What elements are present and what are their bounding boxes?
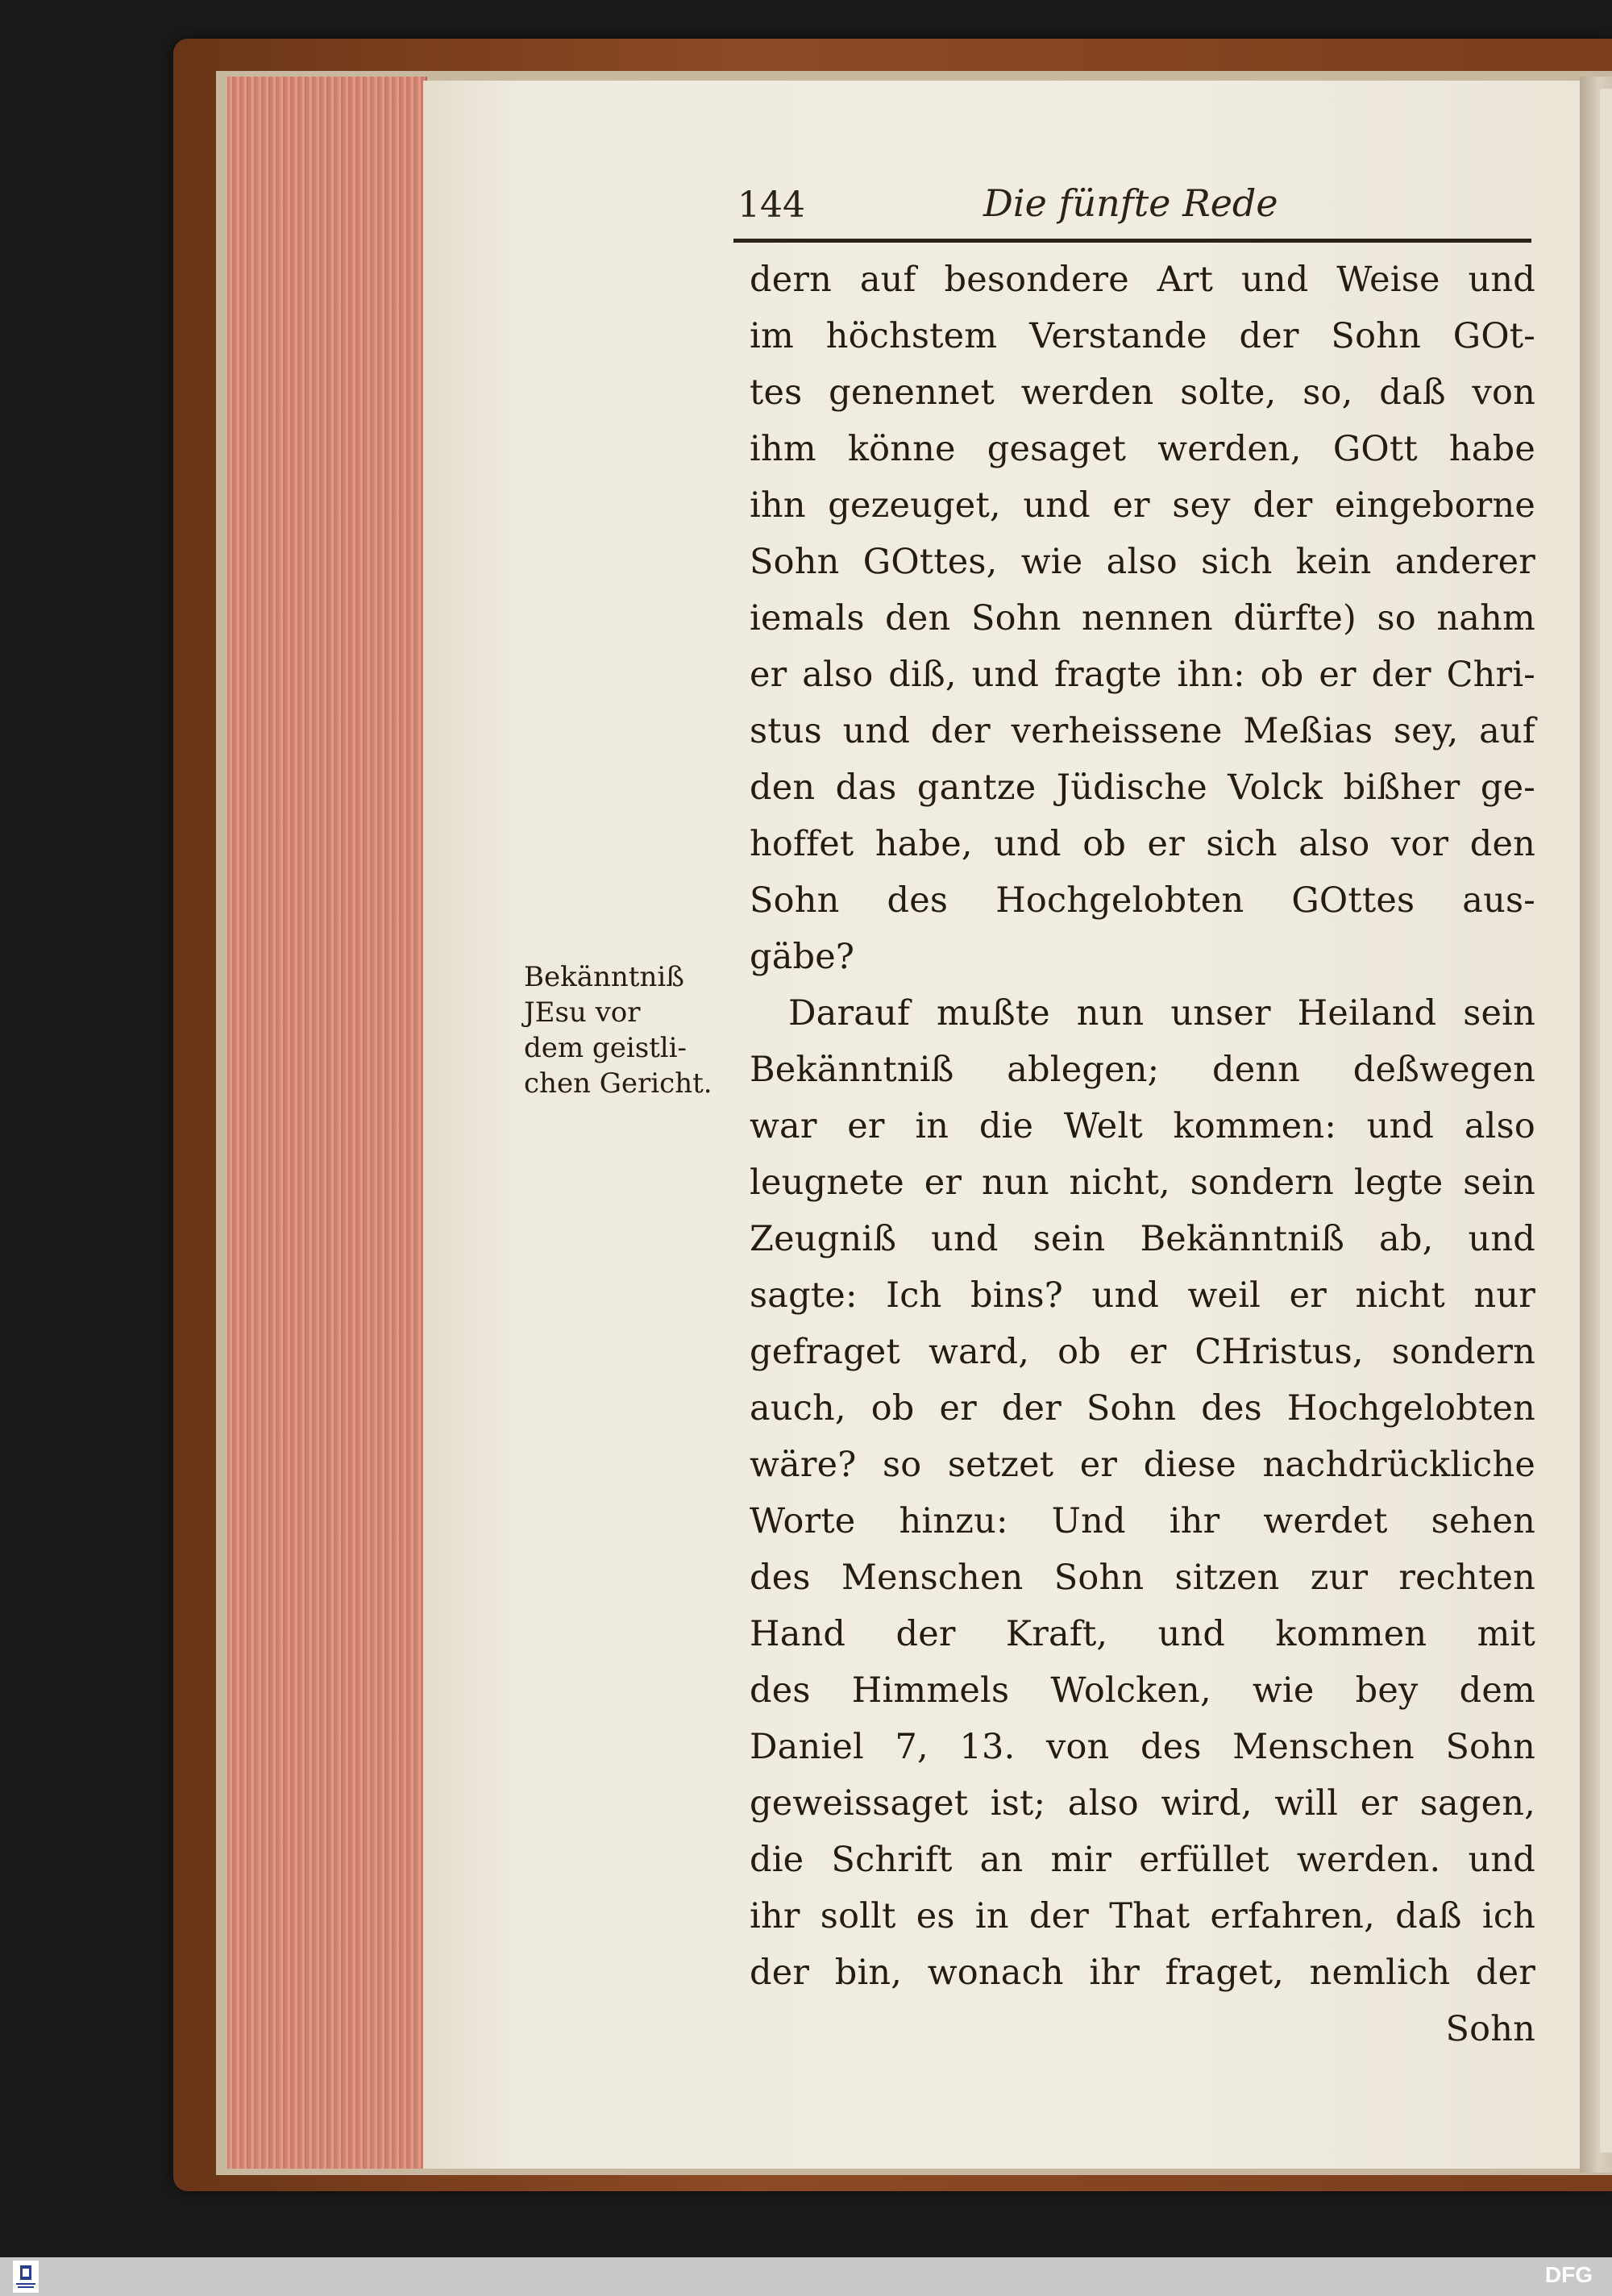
page-edges xyxy=(227,77,427,2169)
text-line: ihm könne gesaget werden, GOtt habe xyxy=(750,429,1535,469)
text-line: war er in die Welt kommen: und also xyxy=(750,1106,1535,1146)
text-line: den das gantze Jüdische Volck bißher ge- xyxy=(750,767,1535,808)
margin-note-line: JEsu vor xyxy=(524,996,641,1029)
text-line: Sohn des Hochgelobten GOttes aus- xyxy=(750,880,1535,921)
text-line: auch, ob er der Sohn des Hochgelobten xyxy=(750,1388,1535,1429)
catchword: Sohn xyxy=(1445,2009,1535,2049)
text-line: Hand der Kraft, und kommen mit xyxy=(750,1614,1535,1654)
running-title: Die fünfte Rede xyxy=(983,181,1278,225)
margin-note xyxy=(524,959,758,1101)
text-line: dern auf besondere Art und Weise und xyxy=(750,260,1535,300)
page-header xyxy=(737,181,1531,238)
dfg-logo: DFG xyxy=(1544,2262,1593,2287)
text-line: ihn gezeuget, und er sey der eingeborne xyxy=(750,485,1535,526)
page-number: 144 xyxy=(737,185,805,226)
text-line: Worte hinzu: Und ihr werdet sehen xyxy=(750,1501,1535,1541)
text-line: des Himmels Wolcken, wie bey dem xyxy=(750,1670,1535,1711)
text-line: der bin, wonach ihr fraget, nemlich der xyxy=(750,1953,1535,1993)
text-line: Sohn GOttes, wie also sich kein anderer xyxy=(750,542,1535,582)
text-line: stus und der verheissene Meßias sey, auf xyxy=(750,711,1535,751)
viewer-footer-bar xyxy=(0,2257,1612,2296)
library-logo-icon xyxy=(13,2261,39,2293)
text-line: Darauf mußte nun unser Heiland sein xyxy=(788,993,1535,1034)
text-line: er also diß, und fragte ihn: ob er der Chri- xyxy=(750,655,1535,695)
text-line: ihr sollt es in der That erfahren, daß ich xyxy=(750,1896,1535,1936)
text-line: gäbe? xyxy=(750,937,855,977)
text-line: Daniel 7, 13. von des Menschen Sohn xyxy=(750,1727,1535,1767)
text-line: leugnete er nun nicht, sondern legte sein xyxy=(750,1163,1535,1203)
text-line: hoffet habe, und ob er sich also vor den xyxy=(750,824,1535,864)
text-line: die Schrift an mir erfüllet werden. und xyxy=(750,1840,1535,1880)
text-line: Bekänntniß ablegen; denn deßwegen xyxy=(750,1050,1535,1090)
facing-page-edge xyxy=(1600,89,1612,2152)
text-line: wäre? so setzet er diese nachdrückliche xyxy=(750,1445,1535,1485)
text-line: gefraget ward, ob er CHristus, sondern xyxy=(750,1332,1535,1372)
text-line: geweissaget ist; also wird, will er sagen, xyxy=(750,1783,1535,1824)
text-line: iemals den Sohn nennen dürfte) so nahm xyxy=(750,598,1535,638)
text-line: Zeugniß und sein Bekänntniß ab, und xyxy=(750,1219,1535,1259)
text-line: sagte: Ich bins? und weil er nicht nur xyxy=(750,1275,1535,1316)
text-line: tes genennet werden solte, so, daß von xyxy=(750,372,1535,413)
body-text xyxy=(750,252,1535,2057)
text-line: im höchstem Verstande der Sohn GOt- xyxy=(750,316,1535,356)
margin-note-line: Bekänntniß xyxy=(524,961,684,993)
margin-note-line: dem geistli- xyxy=(524,1032,688,1064)
margin-note-line: chen Gericht. xyxy=(524,1067,713,1100)
header-rule xyxy=(733,239,1531,243)
text-line: des Menschen Sohn sitzen zur rechten xyxy=(750,1558,1535,1598)
